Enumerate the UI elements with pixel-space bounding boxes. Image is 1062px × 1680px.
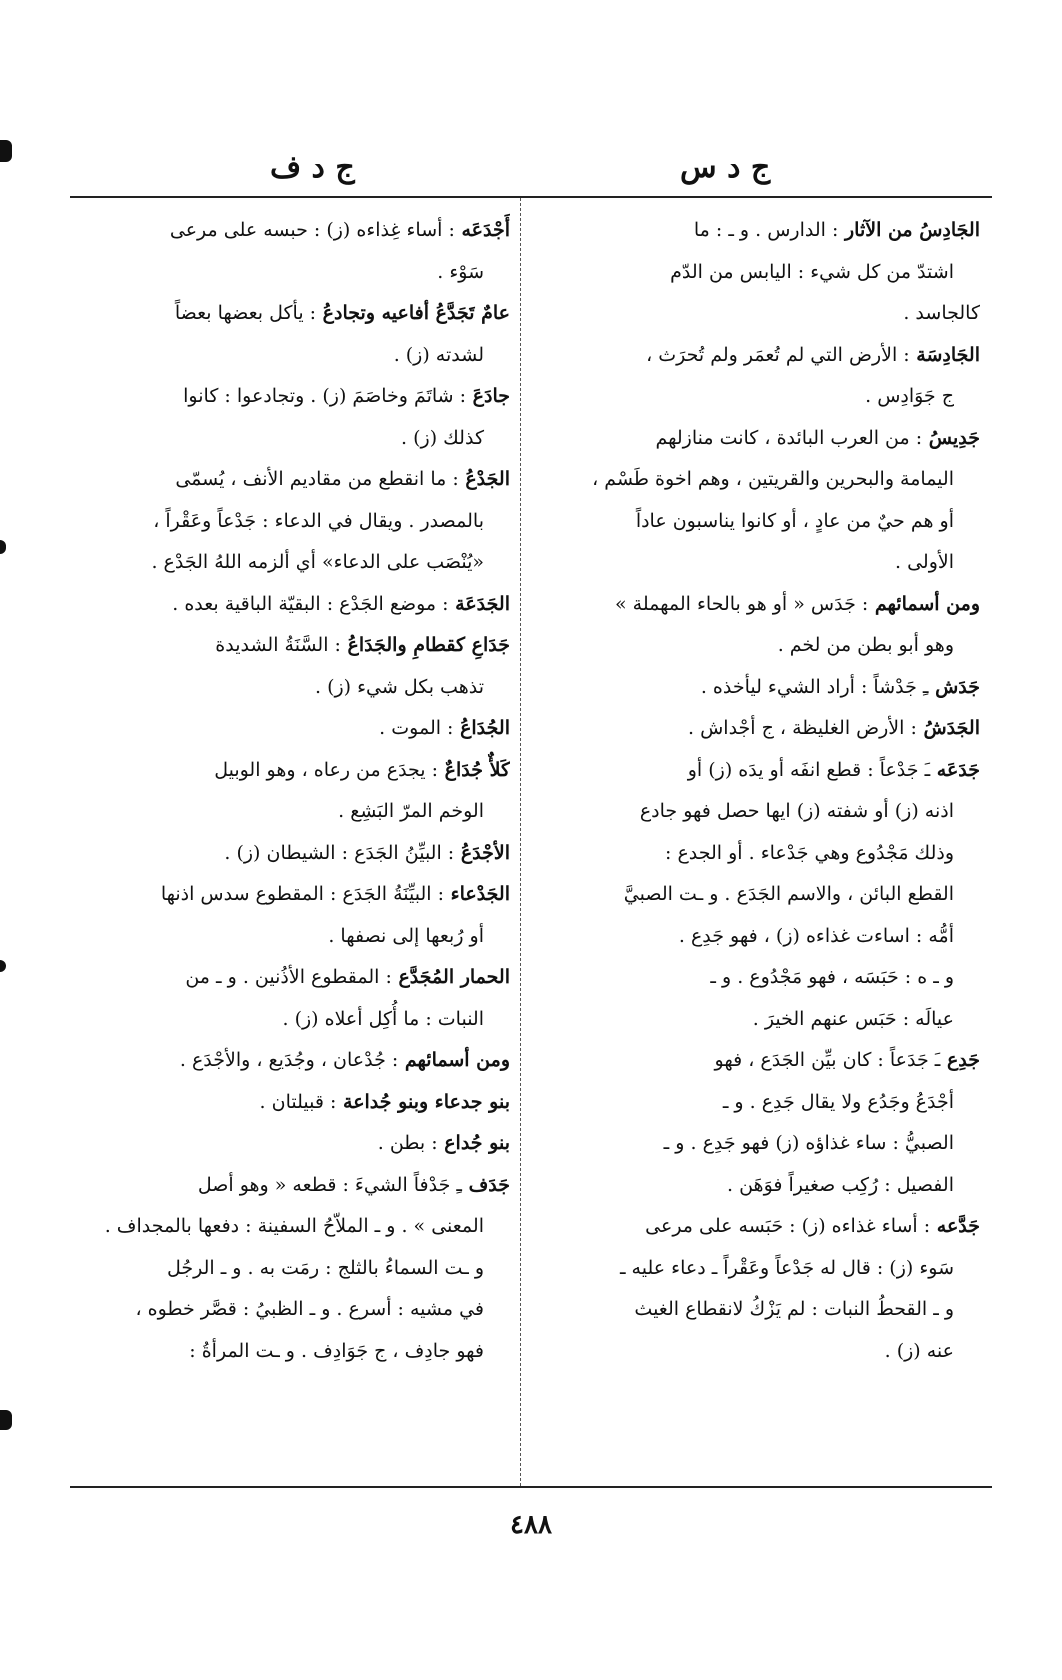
dictionary-line: اذنه (ز) أو شفته (ز) ايها حصل فهو جادع: [639, 800, 954, 822]
dictionary-line: الفصيل : رُكِب صغيراً فوَهَن .: [727, 1173, 954, 1196]
dictionary-entry: الجَدَعَة : موضع الجَدْع : البقيّة الباقية بعده .: [172, 592, 510, 615]
dictionary-entry: جَدَّعه : أساء غذاءه (ز) : حَبَسه على مرعى: [645, 1215, 980, 1237]
headword: جَدَعَه: [930, 758, 980, 781]
column-divider: [520, 198, 521, 1486]
header-rule: [70, 196, 992, 198]
headword: جَدَف: [461, 1173, 510, 1196]
headword: الجَدْعاء: [444, 883, 510, 905]
headword: ومن أسمائهم: [868, 592, 980, 615]
headword: الجُدَاعُ: [453, 717, 510, 739]
dictionary-line: في مشيه : أسرع . و ـ الظبيُ : قصَّر خطوه ،: [135, 1298, 484, 1320]
headword: الأجْدَعُ: [454, 841, 510, 864]
dictionary-line: تذهب بكل شيء (ز) .: [315, 675, 484, 698]
dictionary-entry: الجُدَاعُ : الموت .: [379, 717, 510, 739]
dictionary-line: المعنى » . و ـ الملاّحُ السفينة : دفعها بالمجداف .: [104, 1215, 484, 1237]
headword: أَجْدَعَه: [454, 219, 510, 241]
dictionary-line: و ـ ه : حَبَسَه ، فهو مَجْدُوع . و ـ: [710, 966, 954, 988]
dictionary-entry: جَدَف ـِ جَدْفاً الشيءَ : قطعه « وهو أصل: [197, 1173, 510, 1196]
scan-edge-mark: [0, 140, 12, 162]
dictionary-line: و ـت السماءُ بالثلج : رمَت به . و ـ الرجُل: [166, 1256, 484, 1279]
headword: الجَدَعَة: [448, 592, 510, 615]
dictionary-entry: جَدَعَه ـَ جَدْعاً : قطع انفَه أو يدَه (ز) أو: [687, 758, 980, 781]
dictionary-line: بالمصدر . ويقال في الدعاء : جَدْعاً وعَقْراً ،: [153, 509, 484, 532]
scan-edge-mark: [0, 540, 6, 554]
scan-edge-mark: [0, 960, 6, 972]
dictionary-line: سَوْء .: [437, 260, 484, 283]
dictionary-line: ج جَوَادِس .: [865, 385, 954, 407]
dictionary-entry: أَجْدَعَه : أساء غِذاءه (ز) : حبسه على مرعى: [169, 219, 510, 241]
dictionary-entry: عامٌ تَجَدَّعُ أفاعيه وتجادعُ : يأكل بعضها بعضاً: [174, 302, 510, 324]
dictionary-entry: ومن أسمائهم : جُدْعان ، وجُدَيع ، والأجْدَع .: [179, 1049, 510, 1071]
dictionary-entry: جَدِيسُ : من العرب البائدة ، كانت منازلهم: [655, 426, 980, 449]
headword: كَلأٌ جُدَاعٌ: [438, 758, 510, 781]
dictionary-entry: جَدِع ـَ جَدَعاً : كان بيِّن الجَدَع ، فهو: [714, 1049, 980, 1071]
footer-rule: [70, 1486, 992, 1488]
dictionary-entry: ومن أسمائهم : جَدَس « أو هو بالحاء المهملة »: [615, 592, 980, 615]
dictionary-entry: كَلأٌ جُدَاعٌ : يجدَع من رعاه ، وهو الوبيل: [214, 758, 510, 781]
dictionary-entry: جَدَش ـِ جَدْشاً : أراد الشيء ليأخذه .: [700, 675, 980, 698]
headword: بنو جُداع: [437, 1132, 510, 1154]
dictionary-line: أو هم حيٌ من عادٍ ، أو كانوا يناسبون عاداً: [635, 509, 954, 532]
dictionary-line: وهو أبو بطن من لخم .: [777, 634, 954, 656]
headword: الحمار المُجَدَّع: [391, 966, 510, 988]
dictionary-line: اليمامة والبحرين والقريتين ، وهم اخوة طَسْم ،: [592, 468, 954, 490]
right-column: [540, 210, 980, 1480]
dictionary-line: أو رُبعها إلى نصفها .: [328, 924, 484, 947]
dictionary-entry: الحمار المُجَدَّع : المقطوع الأذُنين . و ـ من: [185, 966, 510, 988]
dictionary-line: فهو جادِف ، ج جَوَادِف . و ـت المرأةُ :: [189, 1339, 484, 1362]
dictionary-line: «يُنْصَب على الدعاء» أي ألزمه اللهُ الجَدْع .: [151, 551, 484, 573]
page-number: ٤٨٨: [510, 1510, 552, 1540]
dictionary-line: أمُّه : اساءت غذاءه (ز) ، فهو جَدِع .: [678, 924, 954, 947]
dictionary-line: لشدته (ز) .: [393, 343, 484, 366]
dictionary-entry: الجَادِسَة : الأرض التي لم تُعمَر ولم تُحرَث ،: [646, 343, 980, 366]
headword: بنو جدعاء وبنو جُداعة: [336, 1090, 510, 1113]
column-header-right: ج د س: [680, 150, 771, 185]
headword: جَدَّعه: [930, 1215, 980, 1237]
dictionary-entry: بنو جُداع : بطن .: [377, 1132, 510, 1154]
headword: الجَادِسُ من الآثار: [838, 219, 980, 241]
dictionary-entry: جَدَاعِ كقطامِ والجَدَاعُ : السَّنَةُ الشديدة: [215, 634, 510, 656]
headword: الجَدْعُ: [458, 468, 510, 490]
dictionary-entry: الجَدْعاء : البيِّنَةُ الجَدَع : المقطوع سدس اذنها: [160, 883, 510, 905]
column-header-left: ج د ف: [270, 150, 355, 185]
dictionary-line: القطع البائن ، والاسم الجَدَع . و ـت الصبيَّ: [623, 883, 954, 905]
dictionary-entry: كالجاسد .: [903, 302, 980, 324]
dictionary-entry: الجَدَشُ : الأرض الغليظة ، ج أجْداش .: [688, 717, 980, 739]
headword: ومن أسمائهم: [398, 1049, 510, 1071]
dictionary-line: الصبيُّ : ساء غذاؤه (ز) فهو جَدِع . و ـ: [663, 1132, 954, 1154]
headword: جَدَاعِ كقطامِ والجَدَاعُ: [340, 634, 510, 656]
headword: الجَدَشُ: [916, 717, 980, 739]
dictionary-entry: الجَادِسُ من الآثار : الدارس . و ـ : ما: [693, 219, 980, 241]
dictionary-line: عنه (ز) .: [884, 1339, 954, 1362]
dictionary-entry: الأجْدَعُ : البيِّنُ الجَدَع : الشيطان (ز) .: [224, 841, 510, 864]
headword: جَدِع: [940, 1049, 980, 1071]
dictionary-line: أجْدَعُ وجَدُع ولا يقال جَدِع . و ـ: [722, 1090, 954, 1113]
dictionary-line: وذلك مَجْدُوع وهي جَدْعاء . أو الجدع :: [665, 841, 954, 864]
dictionary-line: سَوء (ز) : قال له جَدْعاً وعَقْراً ـ دعاء عليه ـ: [619, 1256, 954, 1279]
left-column: [80, 210, 510, 1480]
dictionary-entry: جادَعَ : شاتَمَ وخاصَمَ (ز) . وتجادعوا : كانوا: [183, 385, 510, 407]
dictionary-line: الوخم المرّ البَشِع .: [338, 800, 484, 822]
dictionary-entry: الجَدْعُ : ما انقطع من مقاديم الأنف ، يُسمّى: [175, 468, 510, 490]
headword: عامٌ تَجَدَّعُ أفاعيه وتجادعُ: [316, 302, 510, 324]
dictionary-line: النبات : ما أُكِل أعلاه (ز) .: [282, 1007, 484, 1030]
headword: الجَادِسَة: [909, 343, 980, 366]
dictionary-line: الأولى .: [895, 551, 954, 573]
dictionary-entry: بنو جدعاء وبنو جُداعة : قبيلتان .: [259, 1090, 510, 1113]
dictionary-line: كذلك (ز) .: [401, 426, 484, 449]
scan-edge-mark: [0, 1410, 12, 1430]
headword: جَدِيسُ: [922, 426, 980, 449]
dictionary-line: عيالَه : حَبَس عنهم الخيرَ .: [752, 1007, 954, 1030]
headword: جَدَش: [928, 675, 980, 698]
dictionary-line: و ـ القحطُ النبات : لم يَزْكُ لانقطاع الغيث: [634, 1298, 954, 1320]
headword: جادَعَ: [466, 385, 510, 407]
dictionary-line: اشتدّ من كل شيء : اليابس من الدّم: [670, 260, 954, 283]
